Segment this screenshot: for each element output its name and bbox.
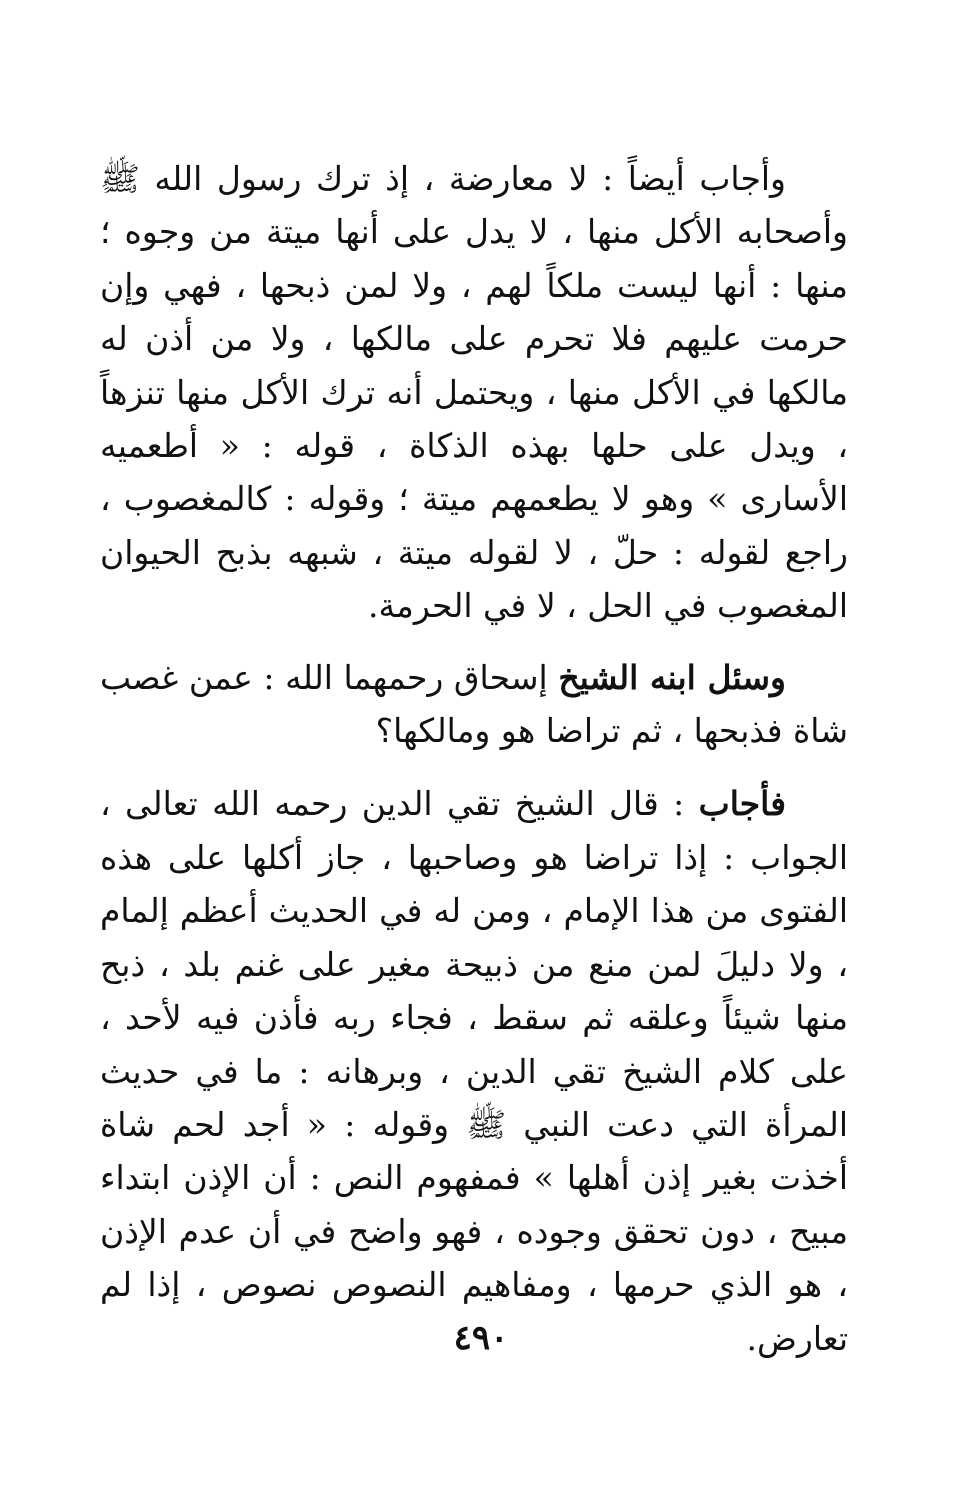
paragraph-2-lead: وسئل ابنه الشيخ xyxy=(558,657,786,697)
paragraph-3-text: : قال الشيخ تقي الدين رحمه الله تعالى ، الجواب : إذا تراضا هو وصاحبها ، جاز أكلها على هذه الفتوى من هذا الإمام ، ومن له في الحديث أعظم إلمام ، ولا دليلَ لمن منع من ذبيحة مغير على غنم بلد ، ذبح منها شيئاً وعلقه ثم سقط ، فجاء ربه فأذن فيه لأحد ، على كلام الشيخ تقي الدين ، وبرهانه : ما في حديث المرأة التي دعت النبي ﷺ وقوله : « أجد لحم شاة أخذت بغير إذن أهلها » فمفهوم النص : أن الإذن ابتداء مبيح ، دون تحقق وجوده ، فهو واضح في أن عدم الإذن ، هو الذي حرمها ، ومفاهيم النصوص نصوص ، إذا لم تعارض. xyxy=(100,784,848,1358)
paragraph-1-text: وأجاب أيضاً : لا معارضة ، إذ ترك رسول الله ﷺ وأصحابه الأكل منها ، لا يدل على أنها ميتة من وجوه ؛ منها : أنها ليست ملكاً لهم ، ولا لمن ذبحها ، فهي وإن حرمت عليهم فلا تحرم على مالكها ، ولا من أذن له مالكها في الأكل منها ، ويحتمل أنه ترك الأكل منها تنزهاً ، ويدل على حلها بهذه الذكاة ، قوله : « أطعميه الأسارى » وهو لا يطعمهم ميتة ؛ وقوله : كالمغصوب ، راجع لقوله : حلّ ، لا لقوله ميتة ، شبهه بذبح الحيوان المغصوب في الحل ، لا في الحرمة. xyxy=(100,159,848,626)
paragraph-3 xyxy=(100,777,848,1364)
paragraph-2 xyxy=(100,651,848,758)
paragraph-3-lead: فأجاب xyxy=(698,784,786,824)
page-number: ٤٩٠ xyxy=(453,1318,509,1358)
paragraph-1 xyxy=(100,152,848,633)
page-body xyxy=(100,152,848,1365)
paragraph-2-text: إسحاق رحمهما الله : عمن غصب شاة فذبحها ، ثم تراضا هو ومالكها؟ xyxy=(100,657,848,751)
